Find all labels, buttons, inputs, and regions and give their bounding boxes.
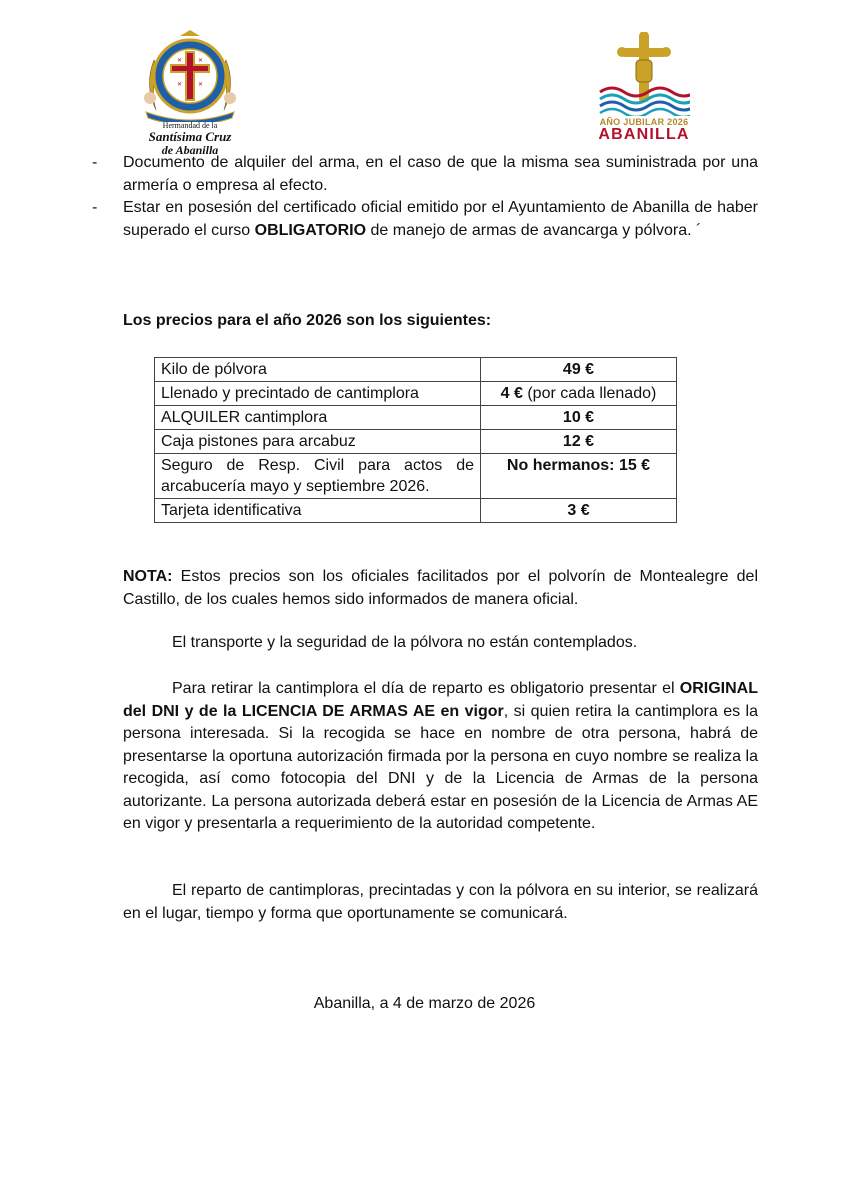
price-note: (por cada llenado) (522, 385, 657, 402)
note-text: Estos precios son los oficiales facilitados por el polvorín de Montealegre del Castillo, de los cuales hemos sido informados de manera oficial. (123, 568, 758, 608)
price-value (481, 406, 677, 430)
price-table (154, 357, 677, 523)
price-item: Llenado y precintado de cantimplora (155, 382, 481, 406)
svg-text:✕: ✕ (177, 58, 183, 64)
svg-text:✕: ✕ (177, 82, 183, 88)
bullet-text: Documento de alquiler del arma, en el caso de que la misma sea suministrada por una armería o empresa al efecto. (123, 154, 758, 194)
signature-line: Abanilla, a 4 de marzo de 2026 (313, 995, 536, 1012)
price-amount: 49 € (562, 361, 595, 378)
price-value (481, 499, 677, 523)
bullet-marker: - (92, 199, 98, 216)
price-amount: 3 € (567, 502, 590, 519)
logo-caption-line3: de Abanilla (161, 143, 219, 158)
price-amount: No hermanos: 15 € (506, 457, 651, 474)
table-row (155, 499, 677, 523)
list-item (92, 197, 758, 242)
pickup-text: Para retirar la cantimplora el día de reparto es obligatorio presentar el (172, 680, 680, 697)
brotherhood-logo (136, 30, 244, 158)
price-amount: 4 € (500, 385, 523, 402)
price-value (481, 358, 677, 382)
bullet-marker: - (92, 154, 98, 171)
price-amount: 10 € (562, 409, 595, 426)
jubilee-caption: AÑO JUBILAR 2026 (599, 117, 689, 127)
table-row (155, 430, 677, 454)
svg-text:✕: ✕ (198, 58, 204, 64)
table-row (155, 406, 677, 430)
price-item: ALQUILER cantimplora (155, 406, 481, 430)
logo-caption-line1: Hermandad de la (162, 121, 218, 130)
pickup-text-bold: ORIGINAL del DNI y de la LICENCIA DE ARMAS AE en vigor (123, 680, 758, 720)
table-row (155, 454, 677, 499)
logo-caption-line2: Santísima Cruz (148, 129, 232, 145)
requirements-list (92, 152, 758, 242)
price-value (481, 382, 677, 406)
jubilee-cross-icon (598, 32, 690, 116)
pickup-text: , si quien retira la cantimplora es la persona interesada. Si la recogida se hace en nombre de otra persona, habrá de presentarse la oportuna autorización firmada por la persona en cuyo nombre se realiza la recogida, así como fotocopia del DNI y de la Licencia de Armas de la persona autorizante. La persona autorizada deberá estar en posesión de la Licencia de Armas AE en vigor y presentarla a requerimiento de la autoridad competente. (123, 702, 758, 832)
prices-title: Los precios para el año 2026 son los siguientes: (123, 312, 492, 329)
table-row (155, 358, 677, 382)
bullet-text (123, 197, 758, 242)
price-value (481, 454, 677, 499)
price-item: Caja pistones para arcabuz (155, 430, 481, 454)
brotherhood-crest-icon (136, 30, 244, 122)
delivery-paragraph: El reparto de cantimploras, precintadas y con la pólvora en su interior, se realizará en el lugar, tiempo y forma que oportunamente se comunicará. (123, 882, 758, 922)
table-row (155, 382, 677, 406)
price-item: Tarjeta identificativa (155, 499, 481, 523)
price-value (481, 430, 677, 454)
bullet-text-bold: OBLIGATORIO (254, 221, 367, 239)
transport-paragraph: El transporte y la seguridad de la pólvora no están contemplados. (172, 634, 638, 651)
note-label: NOTA: (123, 568, 173, 585)
jubilee-logo (598, 32, 690, 144)
bullet-text-part: de manejo de armas de avancarga y pólvora. ´ (366, 221, 702, 239)
note-paragraph (123, 566, 758, 611)
price-item: Kilo de pólvora (155, 358, 481, 382)
town-caption: ABANILLA (598, 126, 690, 143)
bullet-text-part: Estar en posesión del certificado oficial emitido por el Ayuntamiento de Abanilla de haber superado el curso (123, 199, 758, 239)
list-item (92, 152, 758, 197)
price-amount: 12 € (562, 433, 595, 450)
svg-text:✕: ✕ (198, 82, 204, 88)
pickup-paragraph (123, 678, 758, 836)
price-item: Seguro de Resp. Civil para actos de arcabucería mayo y septiembre 2026. (155, 454, 481, 499)
